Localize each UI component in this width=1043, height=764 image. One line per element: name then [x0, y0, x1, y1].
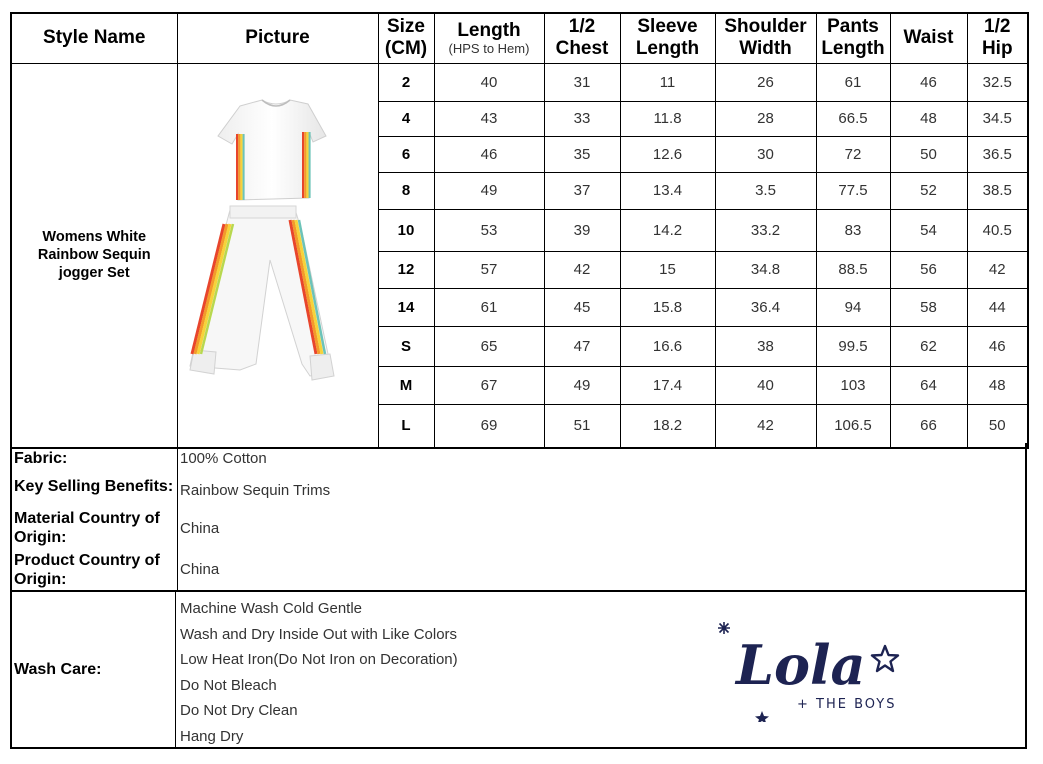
sleeve-cell: 18.2 — [620, 405, 715, 448]
hip-cell: 36.5 — [967, 136, 1028, 173]
sleeve-cell: 11.8 — [620, 102, 715, 136]
info-row-selling — [11, 473, 1026, 507]
wash-care-item: Machine Wash Cold Gentle — [180, 600, 363, 617]
asterisk-icon — [718, 622, 730, 634]
hip-cell: 46 — [967, 327, 1028, 367]
product-label: Product Country of Origin: — [11, 549, 178, 591]
style-name-text: Womens White Rainbow Sequin jogger Set — [37, 229, 151, 281]
fabric-value: 100% Cotton — [180, 449, 267, 467]
header-chest-b: Chest — [555, 38, 609, 60]
hip-cell: 48 — [967, 366, 1028, 405]
shoulder-cell: 38 — [715, 327, 816, 367]
waist-cell: 54 — [890, 209, 967, 252]
hip-cell: 38.5 — [967, 173, 1028, 210]
pants-cell: 61 — [816, 63, 890, 102]
sleeve-cell: 15 — [620, 252, 715, 289]
product-picture-cell — [177, 63, 378, 448]
waist-cell: 64 — [890, 366, 967, 405]
shoulder-cell: 28 — [715, 102, 816, 136]
logo-wordmark: Lola — [736, 633, 866, 697]
length-cell: 61 — [434, 288, 544, 327]
sleeve-cell: 14.2 — [620, 209, 715, 252]
header-hip — [967, 13, 1028, 63]
waist-cell: 52 — [890, 173, 967, 210]
sleeve-cell: 12.6 — [620, 136, 715, 173]
length-cell: 46 — [434, 136, 544, 173]
header-sleeve-a: Sleeve — [637, 16, 698, 38]
header-chest-a: 1/2 — [568, 16, 596, 38]
chest-cell: 42 — [544, 252, 620, 289]
header-picture: Picture — [177, 13, 378, 63]
pants-cell: 88.5 — [816, 252, 890, 289]
size-cell: 6 — [378, 136, 434, 173]
shoulder-cell: 40 — [715, 366, 816, 405]
size-cell: S — [378, 327, 434, 367]
pants-cell: 106.5 — [816, 405, 890, 448]
hip-cell: 44 — [967, 288, 1028, 327]
wash-care-section — [10, 590, 1027, 749]
material-label: Material Country of Origin: — [11, 507, 178, 549]
wash-care-item: Wash and Dry Inside Out with Like Colors — [180, 625, 458, 643]
header-length — [434, 13, 544, 63]
shoulder-cell: 3.5 — [715, 173, 816, 210]
header-pants — [816, 13, 890, 63]
hip-cell: 32.5 — [967, 63, 1028, 102]
selling-label-text: Key Selling Benefits: — [14, 478, 174, 495]
size-cell: 4 — [378, 102, 434, 136]
hip-cell: 40.5 — [967, 209, 1028, 252]
header-sleeve — [620, 13, 715, 63]
waist-cell: 58 — [890, 288, 967, 327]
chest-cell: 47 — [544, 327, 620, 367]
size-cell: 2 — [378, 63, 434, 102]
header-pants-a: Pants — [827, 16, 879, 38]
shoulder-cell: 33.2 — [715, 209, 816, 252]
wash-care-label: Wash Care: — [12, 592, 176, 747]
logo-tagline: + THE BOYS — [797, 697, 897, 712]
material-value: China — [180, 519, 220, 537]
header-shoulder — [715, 13, 816, 63]
length-cell: 67 — [434, 366, 544, 405]
info-row-product — [11, 549, 1026, 591]
selling-label — [11, 473, 178, 507]
chest-cell: 37 — [544, 173, 620, 210]
product-info-table — [10, 443, 1027, 592]
header-shoulder-a: Shoulder — [724, 16, 807, 38]
header-chest — [544, 13, 620, 63]
selling-value: Rainbow Sequin Trims — [180, 481, 331, 499]
sleeve-cell: 17.4 — [620, 366, 715, 405]
wash-care-item: Low Heat Iron(Do Not Iron on Decoration) — [180, 651, 458, 669]
header-pants-b: Length — [821, 38, 885, 60]
product-value: China — [180, 561, 220, 578]
small-star-icon — [755, 711, 769, 722]
shoulder-cell: 30 — [715, 136, 816, 173]
chest-cell: 31 — [544, 63, 620, 102]
size-cell: L — [378, 405, 434, 448]
length-cell: 65 — [434, 327, 544, 367]
waist-cell: 66 — [890, 405, 967, 448]
header-waist: Waist — [890, 13, 967, 63]
header-style-name: Style Name — [11, 13, 177, 63]
pants-cell: 72 — [816, 136, 890, 173]
chest-cell: 49 — [544, 366, 620, 405]
chest-cell: 45 — [544, 288, 620, 327]
length-cell: 49 — [434, 173, 544, 210]
pants-cell: 94 — [816, 288, 890, 327]
info-row-fabric — [11, 443, 1026, 473]
header-hip-a: 1/2 — [984, 16, 1011, 38]
length-cell: 40 — [434, 63, 544, 102]
wash-care-item: Do Not Dry Clean — [180, 702, 298, 720]
size-chart-table — [10, 12, 1029, 449]
pants-cell: 83 — [816, 209, 890, 252]
pants-cell: 103 — [816, 366, 890, 405]
shoulder-cell: 34.8 — [715, 252, 816, 289]
lola-the-boys-logo — [712, 612, 912, 722]
waist-cell: 62 — [890, 327, 967, 367]
shoulder-cell: 42 — [715, 405, 816, 448]
hip-cell: 34.5 — [967, 102, 1028, 136]
length-cell: 53 — [434, 209, 544, 252]
waist-cell: 46 — [890, 63, 967, 102]
header-hip-b: Hip — [981, 38, 1013, 60]
waist-cell: 56 — [890, 252, 967, 289]
info-row-material — [11, 507, 1026, 549]
shoulder-cell: 36.4 — [715, 288, 816, 327]
header-row — [11, 13, 1028, 63]
length-cell: 43 — [434, 102, 544, 136]
header-size-unit: (CM) — [384, 38, 428, 60]
wash-care-list — [180, 596, 458, 750]
style-name-cell — [11, 63, 177, 448]
waist-cell: 50 — [890, 136, 967, 173]
pants-cell: 66.5 — [816, 102, 890, 136]
shoulder-cell: 26 — [715, 63, 816, 102]
pants-cell: 77.5 — [816, 173, 890, 210]
chest-cell: 33 — [544, 102, 620, 136]
waist-cell: 48 — [890, 102, 967, 136]
star-icon — [872, 646, 898, 671]
hip-cell: 42 — [967, 252, 1028, 289]
header-length-label: Length — [457, 20, 521, 42]
length-cell: 57 — [434, 252, 544, 289]
sleeve-cell: 11 — [620, 63, 715, 102]
table-row — [11, 63, 1028, 102]
sleeve-cell: 13.4 — [620, 173, 715, 210]
header-length-sub: (HPS to Hem) — [448, 41, 530, 57]
sleeve-cell: 15.8 — [620, 288, 715, 327]
length-cell: 69 — [434, 405, 544, 448]
header-size — [378, 13, 434, 63]
jogger-set-image — [178, 64, 377, 442]
size-cell: 10 — [378, 209, 434, 252]
size-cell: M — [378, 366, 434, 405]
fabric-label: Fabric: — [11, 443, 178, 473]
wash-care-item: Do Not Bleach — [180, 676, 277, 694]
header-shoulder-b: Width — [739, 38, 792, 60]
size-cell: 12 — [378, 252, 434, 289]
wash-care-item: Hang Dry — [180, 727, 244, 745]
chest-cell: 35 — [544, 136, 620, 173]
size-cell: 14 — [378, 288, 434, 327]
size-cell: 8 — [378, 173, 434, 210]
header-sleeve-b: Length — [635, 38, 700, 60]
hip-cell: 50 — [967, 405, 1028, 448]
chest-cell: 39 — [544, 209, 620, 252]
chest-cell: 51 — [544, 405, 620, 448]
pants-cell: 99.5 — [816, 327, 890, 367]
header-size-label: Size — [386, 16, 426, 38]
sleeve-cell: 16.6 — [620, 327, 715, 367]
